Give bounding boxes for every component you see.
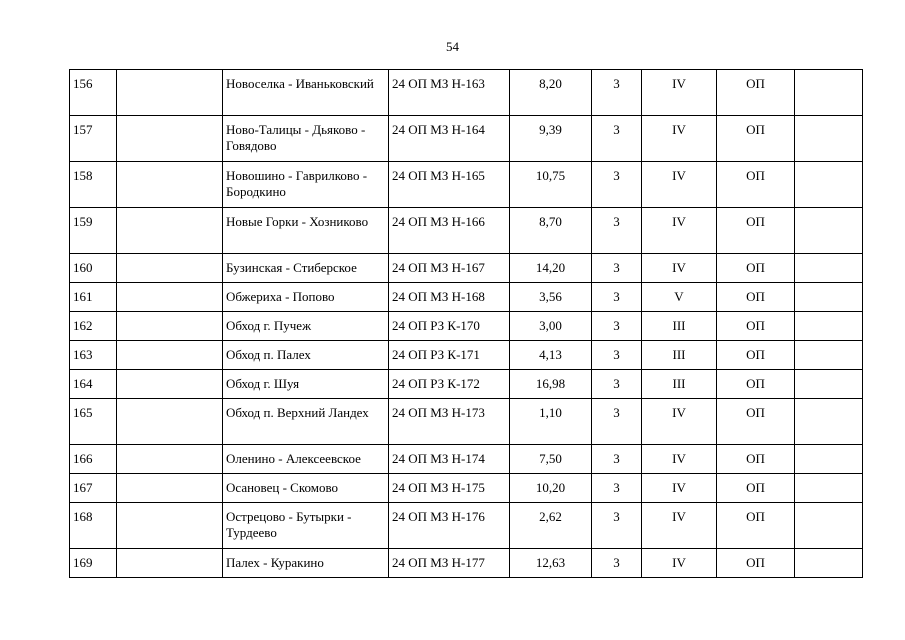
road-length: 3,00 [510, 312, 592, 341]
road-code: 24 ОП РЗ К-171 [389, 341, 510, 370]
road-length: 7,50 [510, 445, 592, 474]
table-row [70, 208, 863, 254]
row-number: 163 [70, 341, 117, 370]
road-code: 24 ОП МЗ Н-177 [389, 549, 510, 578]
row-number: 164 [70, 370, 117, 399]
empty-cell [117, 445, 223, 474]
road-length: 8,70 [510, 208, 592, 254]
road-code: 24 ОП МЗ Н-165 [389, 162, 510, 208]
road-lanes: 3 [592, 445, 642, 474]
row-number: 161 [70, 283, 117, 312]
empty-cell [795, 162, 863, 208]
road-name: Острецово - Бутырки - Турдеево [223, 503, 389, 549]
empty-cell [117, 474, 223, 503]
road-code: 24 ОП МЗ Н-168 [389, 283, 510, 312]
empty-cell [795, 208, 863, 254]
empty-cell [117, 70, 223, 116]
road-type: ОП [717, 70, 795, 116]
row-number: 165 [70, 399, 117, 445]
road-type: ОП [717, 312, 795, 341]
empty-cell [795, 370, 863, 399]
table-row [70, 254, 863, 283]
road-type: ОП [717, 399, 795, 445]
road-lanes: 3 [592, 70, 642, 116]
table-row [70, 341, 863, 370]
row-number: 158 [70, 162, 117, 208]
road-type: ОП [717, 162, 795, 208]
row-number: 167 [70, 474, 117, 503]
page-number: 54 [446, 39, 459, 54]
empty-cell [117, 370, 223, 399]
road-code: 24 ОП МЗ Н-166 [389, 208, 510, 254]
table-row [70, 399, 863, 445]
road-type: ОП [717, 116, 795, 162]
row-number: 156 [70, 70, 117, 116]
empty-cell [117, 503, 223, 549]
road-category: IV [642, 549, 717, 578]
table-row [70, 116, 863, 162]
road-length: 8,20 [510, 70, 592, 116]
road-lanes: 3 [592, 162, 642, 208]
road-length: 1,10 [510, 399, 592, 445]
road-name: Бузинская - Стиберское [223, 254, 389, 283]
table-row [70, 70, 863, 116]
empty-cell [795, 399, 863, 445]
road-length: 10,75 [510, 162, 592, 208]
road-category: IV [642, 254, 717, 283]
road-name: Осановец - Скомово [223, 474, 389, 503]
empty-cell [795, 549, 863, 578]
row-number: 157 [70, 116, 117, 162]
table-row [70, 549, 863, 578]
road-name: Ново-Талицы - Дьяково - Говядово [223, 116, 389, 162]
road-code: 24 ОП МЗ Н-176 [389, 503, 510, 549]
empty-cell [795, 283, 863, 312]
road-length: 16,98 [510, 370, 592, 399]
road-name: Новоселка - Иваньковский [223, 70, 389, 116]
road-type: ОП [717, 283, 795, 312]
row-number: 166 [70, 445, 117, 474]
empty-cell [795, 474, 863, 503]
road-category: III [642, 341, 717, 370]
empty-cell [795, 341, 863, 370]
road-code: 24 ОП МЗ Н-164 [389, 116, 510, 162]
empty-cell [795, 70, 863, 116]
road-category: IV [642, 445, 717, 474]
road-length: 3,56 [510, 283, 592, 312]
table-row [70, 474, 863, 503]
road-name: Обход п. Палех [223, 341, 389, 370]
table-row [70, 445, 863, 474]
road-category: III [642, 312, 717, 341]
empty-cell [795, 116, 863, 162]
empty-cell [117, 254, 223, 283]
road-lanes: 3 [592, 474, 642, 503]
road-category: IV [642, 116, 717, 162]
row-number: 168 [70, 503, 117, 549]
road-type: ОП [717, 341, 795, 370]
table-row [70, 283, 863, 312]
row-number: 169 [70, 549, 117, 578]
road-length: 10,20 [510, 474, 592, 503]
road-code: 24 ОП МЗ Н-167 [389, 254, 510, 283]
road-category: IV [642, 474, 717, 503]
road-lanes: 3 [592, 283, 642, 312]
row-number: 162 [70, 312, 117, 341]
road-type: ОП [717, 370, 795, 399]
road-category: IV [642, 70, 717, 116]
road-name: Оленино - Алексеевское [223, 445, 389, 474]
empty-cell [117, 116, 223, 162]
road-lanes: 3 [592, 503, 642, 549]
road-type: ОП [717, 503, 795, 549]
road-lanes: 3 [592, 312, 642, 341]
road-name: Обход п. Верхний Ландех [223, 399, 389, 445]
road-length: 12,63 [510, 549, 592, 578]
road-category: V [642, 283, 717, 312]
road-type: ОП [717, 445, 795, 474]
empty-cell [117, 549, 223, 578]
empty-cell [117, 283, 223, 312]
roads-table [69, 69, 863, 578]
road-type: ОП [717, 208, 795, 254]
road-category: IV [642, 162, 717, 208]
road-category: IV [642, 208, 717, 254]
road-name: Новые Горки - Хозниково [223, 208, 389, 254]
empty-cell [117, 162, 223, 208]
table-row [70, 370, 863, 399]
road-lanes: 3 [592, 549, 642, 578]
road-type: ОП [717, 254, 795, 283]
road-type: ОП [717, 549, 795, 578]
table-row [70, 312, 863, 341]
empty-cell [117, 208, 223, 254]
road-code: 24 ОП МЗ Н-173 [389, 399, 510, 445]
road-length: 2,62 [510, 503, 592, 549]
road-name: Новошино - Гаврилково - Бородкино [223, 162, 389, 208]
empty-cell [795, 254, 863, 283]
row-number: 159 [70, 208, 117, 254]
road-lanes: 3 [592, 116, 642, 162]
road-category: IV [642, 399, 717, 445]
road-name: Обход г. Пучеж [223, 312, 389, 341]
empty-cell [795, 312, 863, 341]
table-body [70, 70, 863, 578]
road-category: IV [642, 503, 717, 549]
road-category: III [642, 370, 717, 399]
road-lanes: 3 [592, 208, 642, 254]
empty-cell [795, 503, 863, 549]
road-code: 24 ОП МЗ Н-163 [389, 70, 510, 116]
road-code: 24 ОП МЗ Н-174 [389, 445, 510, 474]
empty-cell [795, 445, 863, 474]
empty-cell [117, 312, 223, 341]
row-number: 160 [70, 254, 117, 283]
table-row [70, 503, 863, 549]
road-name: Обход г. Шуя [223, 370, 389, 399]
road-type: ОП [717, 474, 795, 503]
road-length: 14,20 [510, 254, 592, 283]
road-name: Палех - Куракино [223, 549, 389, 578]
road-lanes: 3 [592, 370, 642, 399]
empty-cell [117, 399, 223, 445]
road-code: 24 ОП РЗ К-172 [389, 370, 510, 399]
road-length: 9,39 [510, 116, 592, 162]
road-lanes: 3 [592, 341, 642, 370]
road-code: 24 ОП РЗ К-170 [389, 312, 510, 341]
table-row [70, 162, 863, 208]
road-length: 4,13 [510, 341, 592, 370]
road-lanes: 3 [592, 399, 642, 445]
road-code: 24 ОП МЗ Н-175 [389, 474, 510, 503]
empty-cell [117, 341, 223, 370]
road-name: Обжериха - Попово [223, 283, 389, 312]
road-lanes: 3 [592, 254, 642, 283]
